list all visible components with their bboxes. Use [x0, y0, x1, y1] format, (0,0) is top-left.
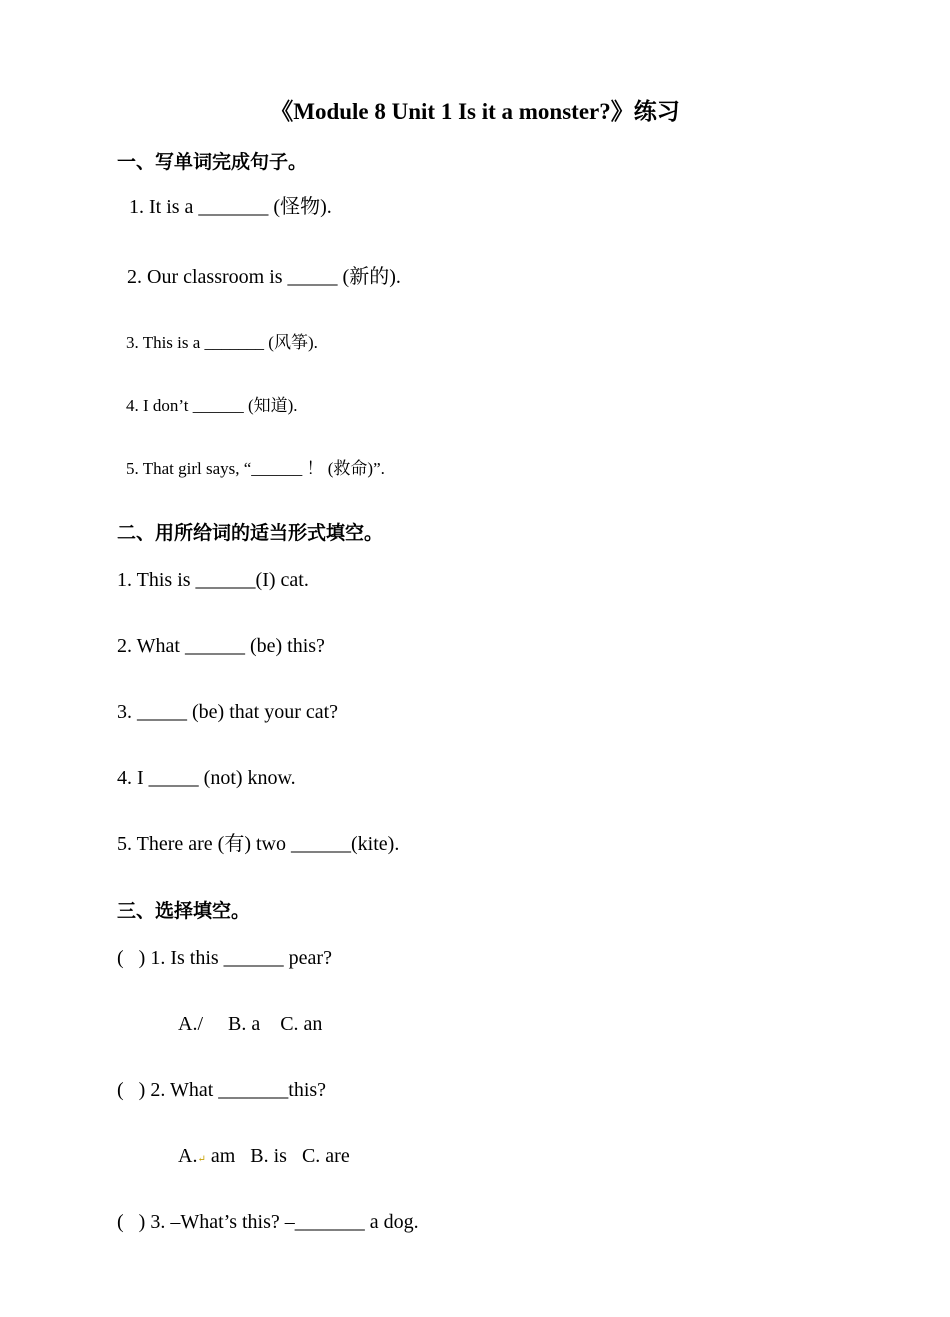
page-title: 《Module 8 Unit 1 Is it a monster?》练习 [270, 99, 680, 124]
section3-heading: 三、选择填空。 [117, 900, 251, 922]
s1-item-4: 4. I don’t ______ (知道). [126, 396, 298, 415]
s3-q1-options: A./ B. a C. an [178, 1013, 323, 1035]
s1-item-3: 3. This is a _______ (风筝). [126, 333, 318, 352]
s1-item-2: 2. Our classroom is _____ (新的). [127, 266, 401, 288]
s1-item-5: 5. That girl says, “______ ！ (救命)”. [126, 459, 385, 478]
s3-q2-options [178, 1143, 350, 1173]
s1-item-1: 1. It is a _______ (怪物). [129, 196, 332, 218]
s3-q3-question [117, 1209, 419, 1235]
s3-q2-options-rest: am B. is C. are [205, 1145, 350, 1167]
s2-item-1: 1. This is ______(I) cat. [117, 569, 309, 591]
s2-item-5: 5. There are (有) two ______(kite). [117, 833, 400, 855]
s3-q3-part-a: ( ) 3. –What’s this [117, 1211, 271, 1233]
s2-item-3: 3. _____ (be) that your cat? [117, 701, 339, 723]
s3-q3-part-b: ? –_______ a dog. [270, 1211, 419, 1233]
s3-q2-option-a: A. [178, 1145, 198, 1167]
section1-heading: 一、写单词完成句子。 [117, 151, 308, 173]
s3-q2-question: ( ) 2. What _______this? [117, 1079, 327, 1101]
s2-item-2: 2. What ______ (be) this? [117, 635, 325, 657]
paragraph-mark-icon: ↵ [197, 1154, 206, 1165]
s3-q1-question: ( ) 1. Is this ______ pear? [117, 947, 332, 969]
section2-heading: 二、用所给词的适当形式填空。 [117, 522, 384, 544]
s2-item-4: 4. I _____ (not) know. [117, 767, 296, 789]
